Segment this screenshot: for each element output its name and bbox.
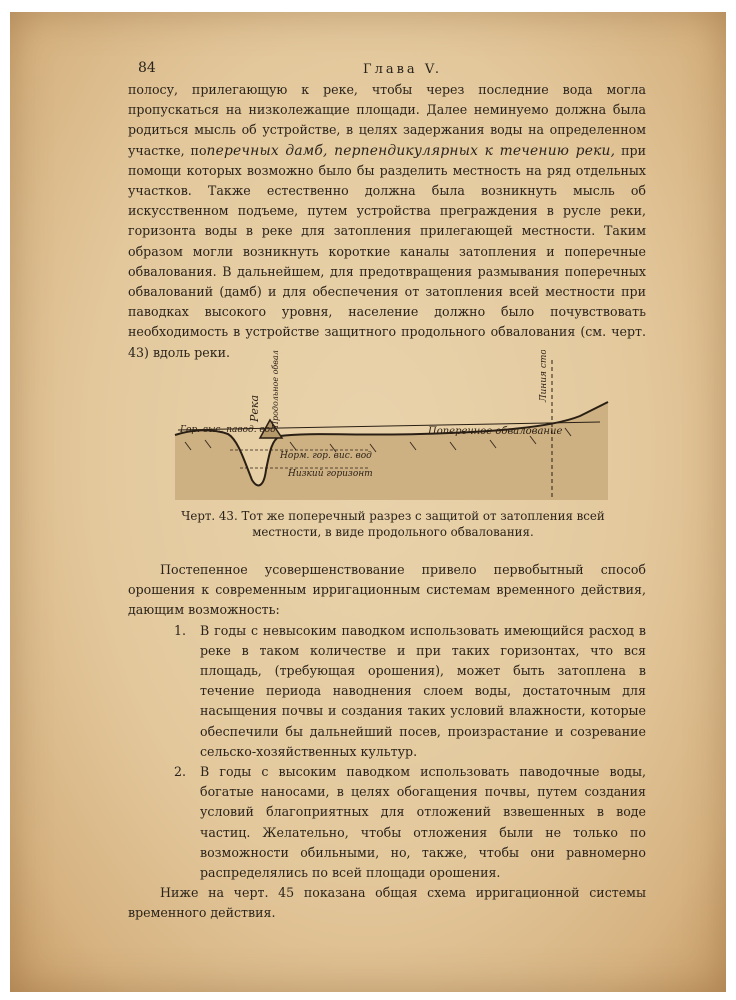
list-text: В годы с высоким паводком использовать паводочные воды, богатые наносами, в целях обогащения почвы, путем создания условий благоприятных для отложений взвешенных в воде частиц. Желательно, чтобы отложения были не только по возможности обильными, но, также, чтобы они равномерно распределялись по всей площади орошения. [200,764,646,881]
running-head: Глава V. [363,62,443,77]
paragraph-1 [128,80,646,363]
paragraph-1-italic: перечных дамб, перпендикулярных к течению реки, [206,142,616,159]
list-item [160,621,646,762]
label-longitudinal-levee: Продольное обвалование. [271,350,280,428]
label-transverse-levee: Поперечное обвалование [428,426,563,437]
paragraph-2: Постепенное усовершенствование привело первобытный способ орошения к современным ирригационным системам временного действия, дающим возможность: [128,562,646,618]
page-number: 84 [138,60,156,76]
label-high-flood: Гор. выс. павод. вод [180,425,276,435]
label-normal-level: Норм. гор. вис. вод [280,451,372,461]
list-number: 1. [174,622,187,638]
figure-43-cross-section [160,350,610,500]
figure-caption: Черт. 43. Тот же поперечный разрез с защитой от затопления всей местности, в виде продольного обвалования. [181,509,605,539]
list-item [160,762,646,883]
paragraph-1-start: полосу, прилегающую к реке, чтобы через последние вода могла пропускаться на низколежащие площади. Далее неминуемо должна была родиться мысль об устройстве, в целях задержания воды на определенном участке, по [128,82,646,158]
label-drain-line: Линия стока [539,350,549,402]
cross-section-drawing [160,350,610,500]
paragraph-1-end: при помощи которых возможно было бы разделить местность на ряд отдельных участков. Также естественно должна была возникнуть мысль об искусственном подъеме, путем устройства преграждения в русле реки, горизонта воды в реке для затопления прилегающей местности. Таким образом могли возникнуть короткие каналы затопления и поперечные обвалования. В дальнейшем, для предотвращения размывания поперечных обвалований (дамб) и для обеспечения от затопления всей местности при паводках высокого уровня, население должно было почувствовать необходимость в устройстве защитного продольного обвалования (см. черт. 43) вдоль реки. [128,142,646,360]
capabilities-list [128,621,646,884]
closing-paragraph: Ниже на черт. 45 показана общая схема ирригационной системы временного действия. [128,885,646,921]
label-low-level: Низкий горизонт [288,469,373,479]
list-number: 2. [174,764,187,780]
text-after-figure [128,560,646,924]
list-text: В годы с невысоким паводком использовать имеющийся расход в реке в таком количестве и при таких горизонтах, что вся площадь, (требующая орошения), может быть затоплена в течение периода наводнения слоем воды, достаточным для насыщения почвы и создания таких условий влажности, которые обеспечили бы дальнейший посев, произрастание и созревание сельско-хозяйственных культур. [200,622,646,759]
label-river: Река [248,394,261,422]
